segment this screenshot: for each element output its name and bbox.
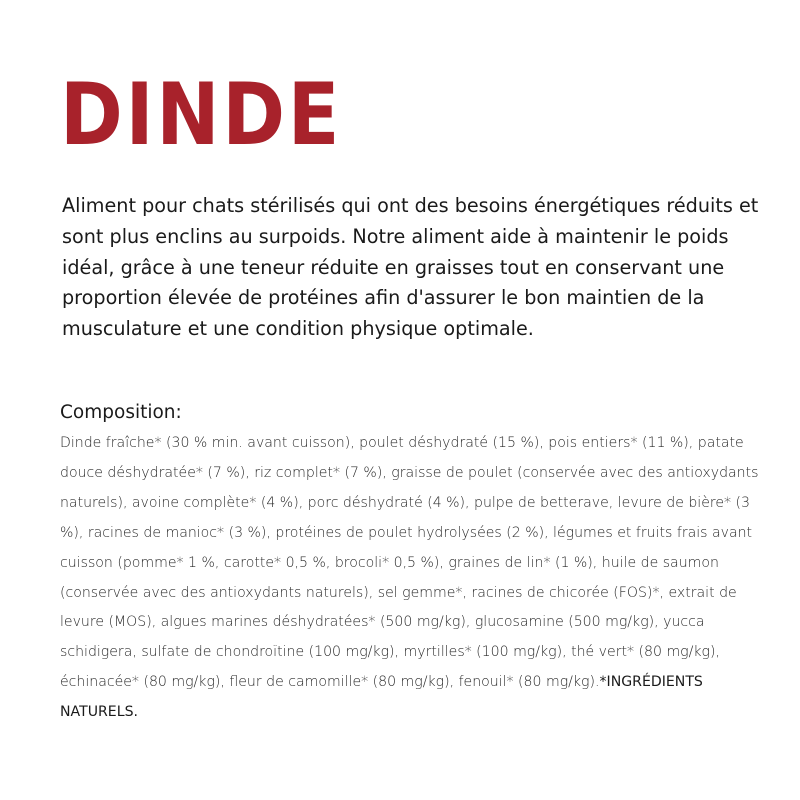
composition-text [60, 429, 765, 728]
product-title: DINDE [60, 65, 343, 165]
product-description: Aliment pour chats stérilisés qui ont des besoins énergétiques réduits et sont plus enclins au surpoids. Notre aliment aide à maintenir le poids idéal, grâce à une teneur réduite en graisses tout en conservant une proportion élevée de protéines afin d'assurer le bon maintien de la musculature et une condition physique optimale. [62, 194, 759, 341]
composition-heading: Composition: [60, 402, 182, 423]
composition-ingredients: Dinde fraîche* (30 % min. avant cuisson), poulet déshydraté (15 %), pois entiers* (11 %), patate douce déshydratée* (7 %), riz complet* (7 %), graisse de poulet (conservée avec des antioxydants naturels), avoine complète* (4 %), porc déshydraté (4 %), pulpe de betterave, levure de bière* (3 %), racines de manioc* (3 %), protéines de poulet hydrolysées (2 %), légumes et fruits frais avant cuisson (pomme* 1 %, carotte* 0,5 %, brocoli* 0,5 %), graines de lin* (1 %), huile de saumon (conservée avec des antioxydants naturels), sel gemme*, racines de chicorée (FOS)*, extrait de levure (MOS), algues marines déshydratées* (500 mg/kg), glucosamine (500 mg/kg), yucca schidigera, sulfate de chondroïtine (100 mg/kg), myrtilles* (100 mg/kg), thé vert* (80 mg/kg), échinacée* (80 mg/kg), fleur de camomille* (80 mg/kg), fenouil* (80 mg/kg). [60, 435, 759, 691]
composition-footnote: *INGRÉDIENTS NATURELS. [60, 674, 703, 721]
